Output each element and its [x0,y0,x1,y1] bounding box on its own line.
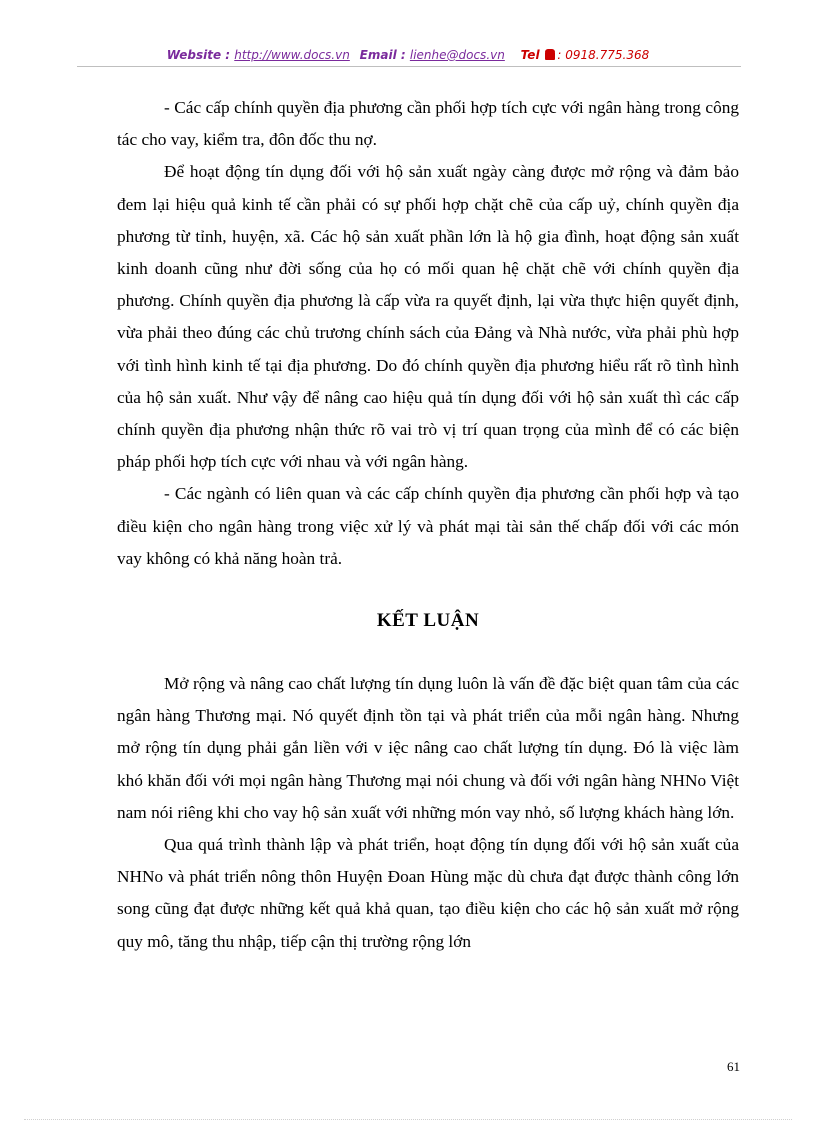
tel-value: 0918.775.368 [565,48,650,62]
website-link[interactable]: http://www.docs.vn [234,48,350,62]
email-label: Email [359,48,397,62]
page-header [0,47,816,63]
email-separator: : [396,48,410,62]
email-link[interactable]: lienhe@docs.vn [409,48,505,62]
paragraph: Qua quá trình thành lập và phát triển, hoạt động tín dụng đối với hộ sản xuất của NHNo và phát triển nông thôn Huyện Đoan Hùng mặc dù chưa đạt được thành công lớn song cũng đạt được những kết quả khả quan, tạo điều kiện cho các hộ sản xuất mở rộng quy mô, tăng thu nhập, tiếp cận thị trường rộng lớn [117,835,739,951]
tel-separator: : [557,48,566,62]
footer-divider [24,1119,792,1120]
website-separator: : [221,48,235,62]
header-divider [77,66,741,67]
page-number: 61 [727,1059,740,1074]
document-body [117,92,739,958]
website-label: Website [166,48,222,62]
tel-label: Tel [520,48,540,62]
paragraph: Mở rộng và nâng cao chất lượng tín dụng luôn là vấn đề đặc biệt quan tâm của các ngân hàng Thương mại. Nó quyết định tồn tại và phát triển của mỗi ngân hàng. Nhưng mở rộng tín dụng phải gắn liền với v iệc nâng cao chất lượng tín dụng. Đó là việc làm khó khăn đối với mọi ngân hàng Thương mại nói chung và đối với ngân hàng NHNo Việt nam nói riêng khi cho vay hộ sản xuất với những món vay nhỏ, số lượng khách hàng lớn. [117,674,739,822]
paragraph: Để hoạt động tín dụng đối với hộ sản xuất ngày càng được mở rộng và đảm bảo đem lại hiệu quả kinh tế cần phải có sự phối hợp chặt chẽ của cấp uỷ, chính quyền địa phương từ tỉnh, huyện, xã. Các hộ sản xuất phần lớn là hộ gia đình, hoạt động sản xuất kinh doanh cũng như đời sống của họ có mối quan hệ chặt chẽ với chính quyền địa phương. Chính quyền địa phương là cấp vừa ra quyết định, lại vừa thực hiện quyết định, vừa phải theo đúng các chủ trương chính sách của Đảng và Nhà nước, vừa phải phù hợp với tình hình kinh tế tại địa phương. Do đó chính quyền địa phương hiểu rất rõ tình hình của hộ sản xuất. Như vậy để nâng cao hiệu quả tín dụng đối với hộ sản xuất thì các cấp chính quyền địa phương nhận thức rõ vai trò vị trí quan trọng của mình để có các biện pháp phối hợp tích cực với nhau và với ngân hàng. [117,162,739,472]
section-title: KẾT LUẬN [376,610,480,632]
paragraph: - Các ngành có liên quan và các cấp chính quyền địa phương cần phối hợp và tạo điều kiện cho ngân hàng trong việc xử lý và phát mại tài sản thế chấp đối với các món vay không có khả năng hoàn trả. [117,484,739,568]
paragraph: - Các cấp chính quyền địa phương cần phối hợp tích cực với ngân hàng trong công tác cho vay, kiểm tra, đôn đốc thu nợ. [117,98,739,150]
phone-icon [545,51,555,60]
